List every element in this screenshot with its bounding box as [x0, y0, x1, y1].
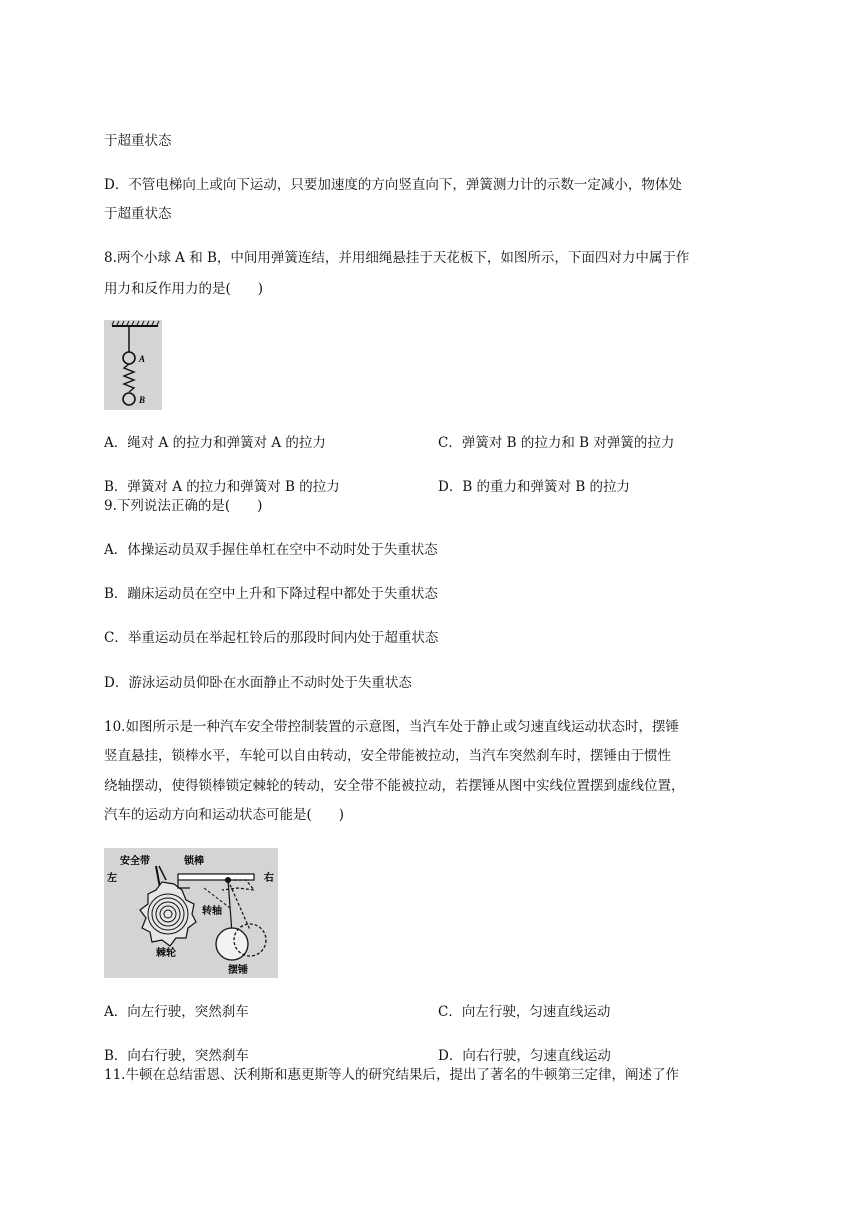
option-d: D．B 的重力和弹簧对 B 的拉力 — [438, 479, 631, 495]
option-b: B．蹦床运动员在空中上升和下降过程中都处于失重状态 — [104, 586, 438, 602]
question-8-stem-cont: 用力和反作用力的是( ) — [104, 281, 264, 297]
label-right: 右 — [264, 873, 274, 884]
lockbar — [178, 874, 254, 880]
label-axis: 转轴 — [202, 906, 222, 917]
option-c: C．举重运动员在举起杠铃后的那段时间内处于超重状态 — [104, 630, 439, 646]
question-8-stem: 8.两个小球 A 和 B，中间用弹簧连结，并用细绳悬挂于天花板下，如图所示，下面四对力中属于作 — [104, 250, 690, 266]
ball-b — [123, 393, 135, 405]
label-left: 左 — [107, 873, 117, 884]
spring — [124, 364, 134, 392]
label-lockbar: 锁棒 — [184, 856, 204, 867]
label-ratchet: 棘轮 — [156, 948, 176, 959]
label-pendulum: 摆锤 — [228, 965, 248, 976]
label-a: A — [139, 354, 146, 364]
option-a: A．体操运动员双手握住单杠在空中不动时处于失重状态 — [104, 542, 438, 558]
question-11-stem: 11.牛顿在总结雷恩、沃利斯和惠更斯等人的研究结果后，提出了著名的牛顿第三定律，阐述了作 — [104, 1067, 679, 1083]
seatbelt-device-figure — [104, 848, 278, 978]
option-c: C．向左行驶，匀速直线运动 — [438, 1004, 611, 1020]
option-b: B．向右行驶，突然刹车 — [104, 1048, 249, 1064]
text-line: 于超重状态 — [104, 133, 172, 149]
label-b: B — [139, 395, 146, 405]
option-a: A．向左行驶，突然刹车 — [104, 1004, 249, 1020]
option-b: B．弹簧对 A 的拉力和弹簧对 B 的拉力 — [104, 479, 340, 495]
question-10-stem-cont: 绕轴摆动，使得锁棒锁定棘轮的转动，安全带不能被拉动，若摆锤从图中实线位置摆到虚线位置， — [104, 778, 685, 794]
question-10-stem-cont: 竖直悬挂，锁棒水平，车轮可以自由转动，安全带能被拉动，当汽车突然刹车时，摆锤由于惯性 — [104, 748, 671, 764]
ball-a — [123, 352, 135, 364]
option-c: C．弹簧对 B 的拉力和 B 对弹簧的拉力 — [438, 435, 675, 451]
question-10-stem: 10.如图所示是一种汽车安全带控制装置的示意图，当汽车处于静止或匀速直线运动状态时，摆锤 — [104, 719, 679, 735]
spring-balls-figure — [104, 320, 162, 410]
question-10-stem-cont: 汽车的运动方向和运动状态可能是( ) — [104, 807, 345, 823]
option-a: A．绳对 A 的拉力和弹簧对 A 的拉力 — [104, 435, 326, 451]
label-belt: 安全带 — [120, 856, 150, 867]
option-d: D．游泳运动员仰卧在水面静止不动时处于失重状态 — [104, 675, 412, 691]
text-line: 于超重状态 — [104, 206, 172, 222]
question-9-stem: 9.下列说法正确的是( ) — [104, 498, 263, 514]
option-d: D．向右行驶，匀速直线运动 — [438, 1048, 611, 1064]
ratchet-wheel — [140, 882, 196, 946]
pendulum-solid — [216, 928, 248, 960]
option-d: D．不管电梯向上或向下运动，只要加速度的方向竖直向下，弹簧测力计的示数一定减小，物体处 — [104, 177, 682, 193]
